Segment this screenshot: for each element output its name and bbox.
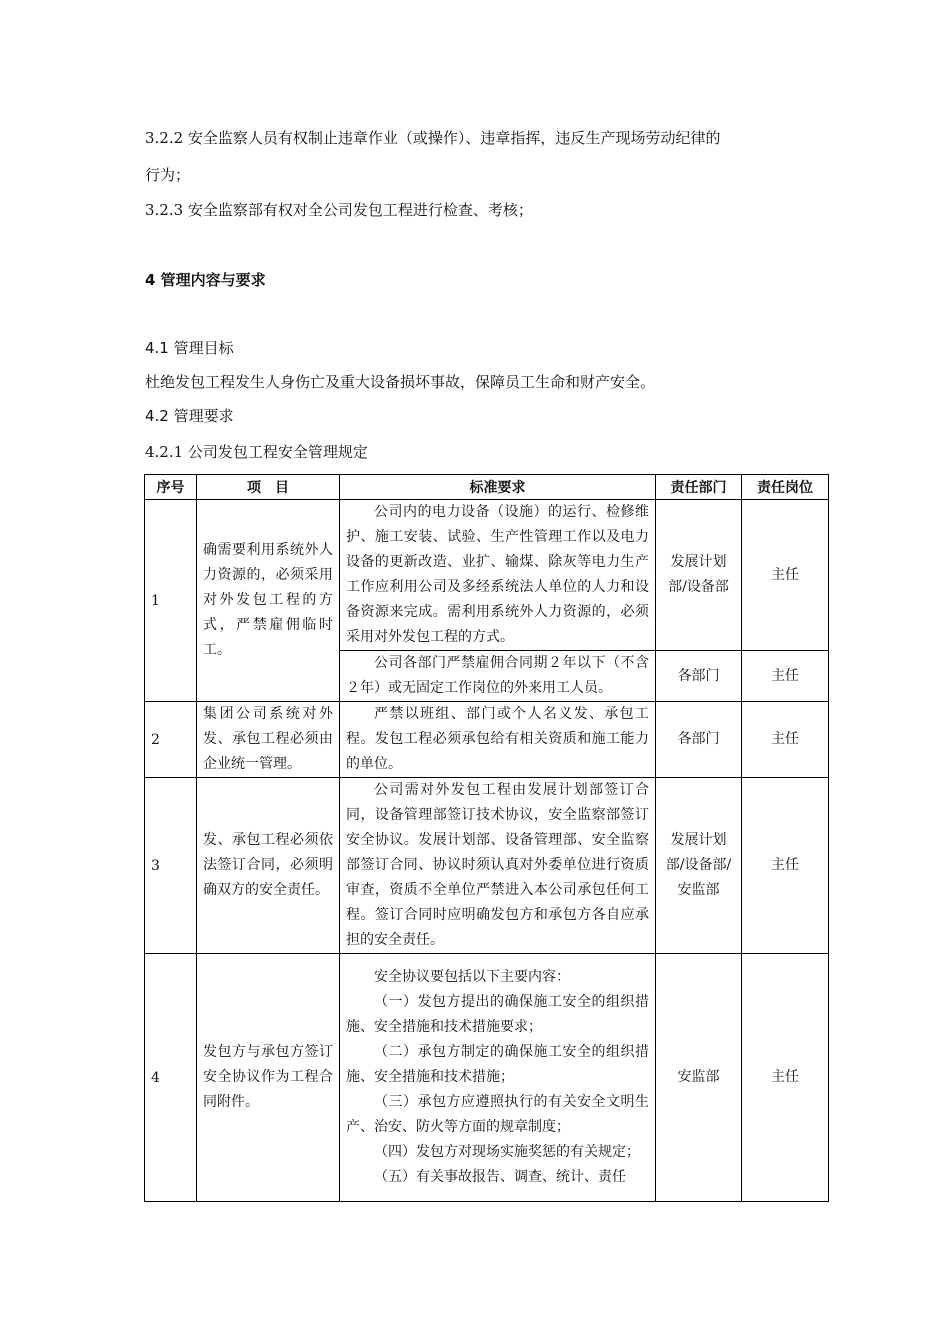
standard-text: 公司需对外发包工程由发展计划部签订合同，设备管理部签订技术协议，安全监察部签订安全协议。发展计划部、设备管理部、安全监察部签订合同、协议时须认真对外委单位进行资质审查，资质不全单位严禁进入本公司承包任何工程。签订合同时应明确发包方和承包方各自应承担的安全责任。 (346, 782, 649, 948)
row-standard (340, 651, 656, 702)
row-number: 1 (145, 500, 197, 702)
row-post: 主任 (742, 778, 829, 954)
row-standard (340, 778, 656, 954)
header-standard: 标准要求 (340, 475, 656, 500)
header-no: 序号 (145, 475, 197, 500)
row-item: 确需要利用系统外人力资源的，必须采用对外发包工程的方式，严禁雇佣临时工。 (197, 500, 340, 702)
standard-line: （一）发包方提出的确保施工安全的组织措施、安全措施和技术措施要求； (346, 994, 649, 1035)
clause-3-2-3: 3.2.3 安全监察部有权对全公司发包工程进行检查、考核； (145, 201, 533, 219)
row-standard (340, 954, 656, 1202)
standard-text: 公司内的电力设备（设施）的运行、检修维护、施工安装、试验、生产性管理工作以及电力设备的更新改造、业扩、输煤、除灰等电力生产工作应利用公司及多经系统法人单位的人力和设备资源来完成。需利用系统外人力资源的，必须采用对外发包工程的方式。 (346, 504, 649, 645)
table-row (145, 954, 829, 1202)
row-item: 发、承包工程必须依法签订合同，必须明确双方的安全责任。 (197, 778, 340, 954)
row-post: 主任 (742, 651, 829, 702)
section-4-1-heading: 4.1 管理目标 (145, 339, 234, 357)
row-dept: 各部门 (656, 702, 742, 778)
row-dept: 发展计划部/设备部 (656, 500, 742, 651)
standard-line: 安全协议要包括以下主要内容： (374, 969, 570, 985)
row-item: 集团公司系统对外发、承包工程必须由企业统一管理。 (197, 702, 340, 778)
standard-text: 公司各部门严禁雇佣合同期２年以下（不含２年）或无固定工作岗位的外来用工人员。 (346, 655, 649, 696)
header-item: 项 目 (197, 475, 340, 500)
row-number: 3 (145, 778, 197, 954)
row-standard (340, 500, 656, 651)
standard-line: （三）承包方应遵照执行的有关安全文明生产、治安、防火等方面的规章制度； (346, 1094, 649, 1135)
standard-line: （二）承包方制定的确保施工安全的组织措施、安全措施和技术措施； (346, 1044, 649, 1085)
row-item: 发包方与承包方签订安全协议作为工程合同附件。 (197, 954, 340, 1202)
section-4-heading: 4 管理内容与要求 (145, 271, 266, 289)
row-post: 主任 (742, 954, 829, 1202)
row-standard (340, 702, 656, 778)
section-4-2-heading: 4.2 管理要求 (145, 407, 234, 425)
safety-management-table (144, 474, 829, 1202)
standard-line: （五）有关事故报告、调查、统计、责任 (374, 1169, 626, 1185)
table-row (145, 702, 829, 778)
header-dept: 责任部门 (656, 475, 742, 500)
row-dept: 安监部 (656, 954, 742, 1202)
row-post: 主任 (742, 500, 829, 651)
row-dept: 各部门 (656, 651, 742, 702)
header-post: 责任岗位 (742, 475, 829, 500)
table-row (145, 778, 829, 954)
row-number: 2 (145, 702, 197, 778)
clause-3-2-2-line1: 3.2.2 安全监察人员有权制止违章作业（或操作）、违章指挥，违反生产现场劳动纪律的 (145, 129, 721, 147)
row-dept: 发展计划部/设备部/安监部 (656, 778, 742, 954)
standard-line: （四）发包方对现场实施奖惩的有关规定； (374, 1144, 640, 1160)
standard-text: 严禁以班组、部门或个人名义发、承包工程。发包工程必须承包给有相关资质和施工能力的单位。 (346, 706, 649, 772)
clause-3-2-2-line2: 行为； (145, 166, 191, 184)
section-4-2-1-heading: 4.2.1 公司发包工程安全管理规定 (145, 443, 368, 461)
table-row (145, 500, 829, 651)
table-header-row (145, 475, 829, 500)
row-post: 主任 (742, 702, 829, 778)
row-number: 4 (145, 954, 197, 1202)
section-4-1-text: 杜绝发包工程发生人身伤亡及重大设备损坏事故，保障员工生命和财产安全。 (145, 373, 656, 391)
